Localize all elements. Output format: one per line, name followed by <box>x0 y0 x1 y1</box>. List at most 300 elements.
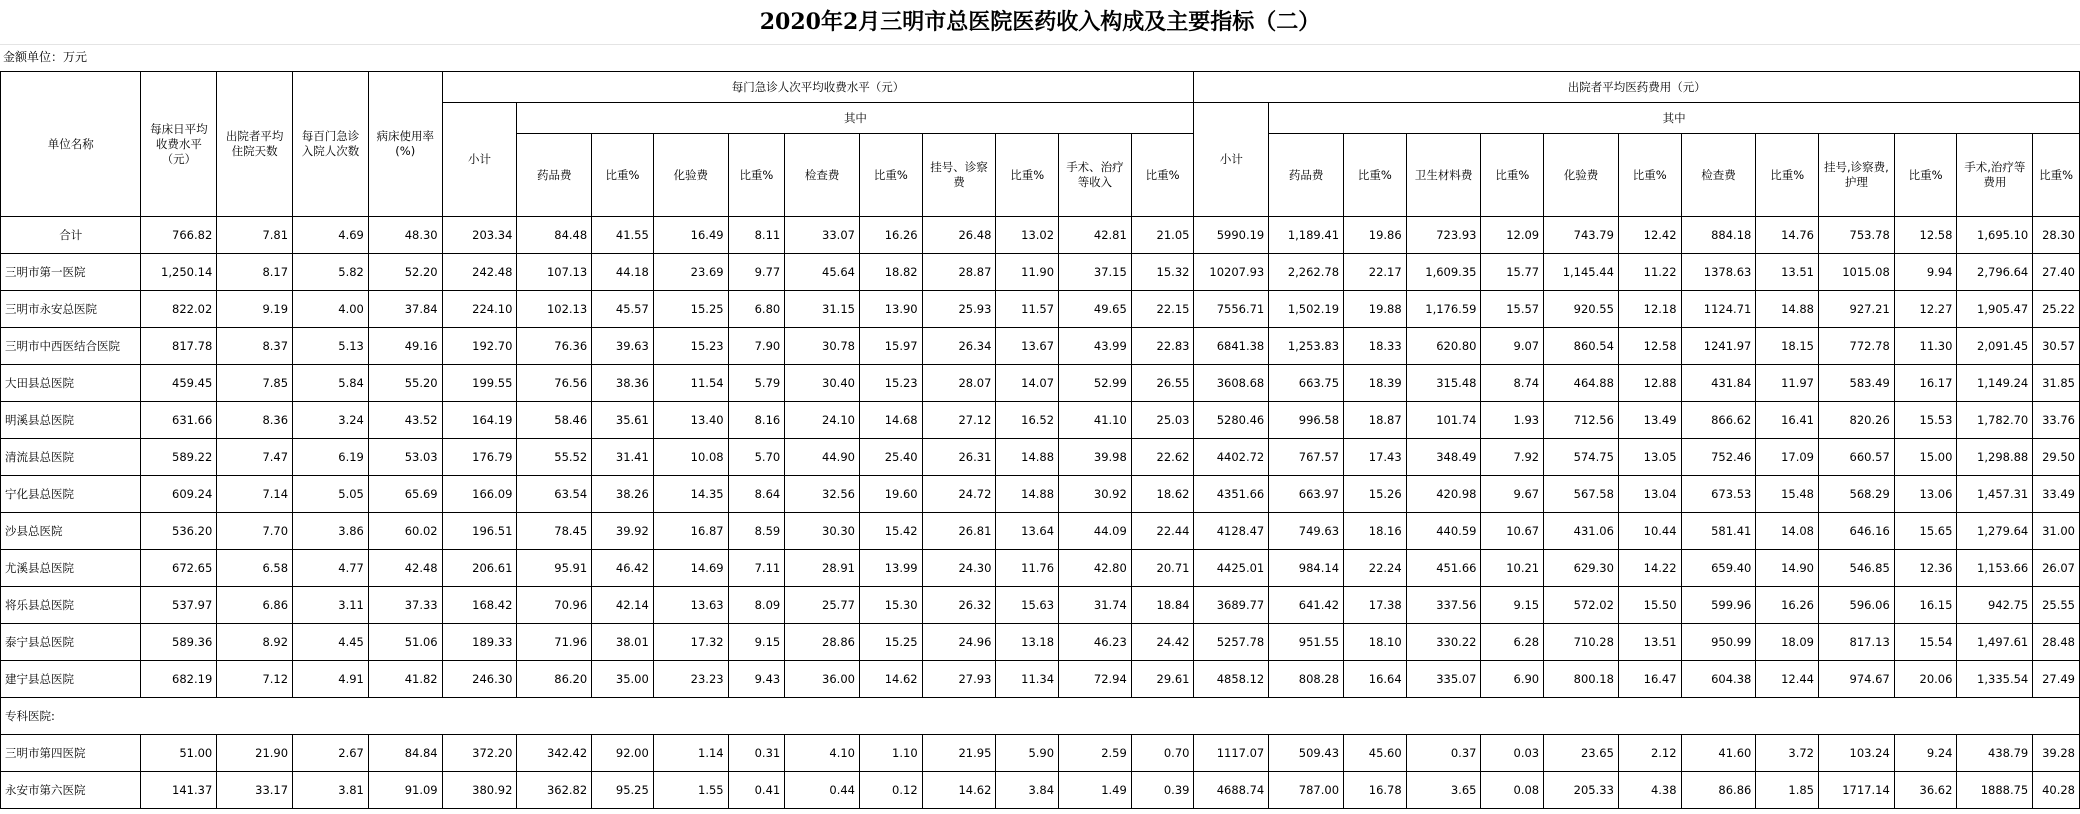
header-ipd-col: 化验费 <box>1544 134 1619 217</box>
table-cell: 15.50 <box>1618 587 1681 624</box>
table-cell: 335.07 <box>1406 661 1481 698</box>
table-cell: 27.49 <box>2033 661 2080 698</box>
table-cell: 1,502.19 <box>1269 291 1344 328</box>
table-cell: 8.59 <box>728 513 785 550</box>
table-cell: 3608.68 <box>1194 365 1269 402</box>
table-cell: 103.24 <box>1819 735 1895 772</box>
header-opd-group: 每门急诊人次平均收费水平（元） <box>442 72 1194 103</box>
table-cell: 348.49 <box>1406 439 1481 476</box>
table-cell: 13.64 <box>996 513 1059 550</box>
table-cell: 4858.12 <box>1194 661 1269 698</box>
table-cell: 1,279.64 <box>1957 513 2033 550</box>
table-cell: 5.82 <box>293 254 369 291</box>
header-opd-col: 比重% <box>592 134 654 217</box>
table-cell: 39.92 <box>592 513 654 550</box>
table-cell: 11.22 <box>1618 254 1681 291</box>
table-cell: 41.10 <box>1059 402 1132 439</box>
table-cell: 0.08 <box>1481 772 1544 809</box>
table-cell: 743.79 <box>1544 217 1619 254</box>
table-row <box>1 772 2080 809</box>
table-cell: 0.37 <box>1406 735 1481 772</box>
table-cell: 1378.63 <box>1681 254 1756 291</box>
header-ipd-col: 比重% <box>1894 134 1957 217</box>
table-cell: 15.97 <box>859 328 922 365</box>
table-cell: 25.77 <box>785 587 860 624</box>
table-cell: 22.44 <box>1131 513 1194 550</box>
table-cell: 18.62 <box>1131 476 1194 513</box>
table-cell: 18.82 <box>859 254 922 291</box>
table-cell: 1.10 <box>859 735 922 772</box>
table-cell: 18.15 <box>1756 328 1819 365</box>
table-cell: 10.44 <box>1618 513 1681 550</box>
table-cell: 1117.07 <box>1194 735 1269 772</box>
table-cell: 14.07 <box>996 365 1059 402</box>
table-cell: 141.37 <box>141 772 217 809</box>
table-cell: 1,145.44 <box>1544 254 1619 291</box>
table-cell: 30.30 <box>785 513 860 550</box>
header-ipd-subtotal: 小计 <box>1194 103 1269 217</box>
table-cell: 7.11 <box>728 550 785 587</box>
table-cell: 7.90 <box>728 328 785 365</box>
table-cell: 17.43 <box>1344 439 1407 476</box>
table-cell: 787.00 <box>1269 772 1344 809</box>
table-cell: 609.24 <box>141 476 217 513</box>
table-cell: 76.56 <box>517 365 592 402</box>
table-cell: 15.57 <box>1481 291 1544 328</box>
table-cell: 380.92 <box>442 772 517 809</box>
table-cell: 37.33 <box>368 587 442 624</box>
row-unit-name: 大田县总医院 <box>1 365 141 402</box>
header-opd-subtotal: 小计 <box>442 103 517 217</box>
table-cell: 8.37 <box>217 328 293 365</box>
table-cell: 4688.74 <box>1194 772 1269 809</box>
table-cell: 7.85 <box>217 365 293 402</box>
table-cell: 0.44 <box>785 772 860 809</box>
row-unit-name: 三明市第一医院 <box>1 254 141 291</box>
table-cell: 860.54 <box>1544 328 1619 365</box>
table-cell: 18.39 <box>1344 365 1407 402</box>
table-cell: 242.48 <box>442 254 517 291</box>
table-cell: 44.09 <box>1059 513 1132 550</box>
table-cell: 1,905.47 <box>1957 291 2033 328</box>
table-cell: 224.10 <box>442 291 517 328</box>
table-cell: 168.42 <box>442 587 517 624</box>
table-cell: 29.61 <box>1131 661 1194 698</box>
divider <box>0 44 2080 45</box>
table-cell: 30.40 <box>785 365 860 402</box>
table-cell: 984.14 <box>1269 550 1344 587</box>
table-cell: 28.48 <box>2033 624 2080 661</box>
table-cell: 35.00 <box>592 661 654 698</box>
table-cell: 3.65 <box>1406 772 1481 809</box>
table-cell: 42.14 <box>592 587 654 624</box>
row-unit-name: 合计 <box>1 217 141 254</box>
table-cell: 431.84 <box>1681 365 1756 402</box>
table-cell: 25.93 <box>922 291 996 328</box>
table-cell: 420.98 <box>1406 476 1481 513</box>
table-cell: 14.76 <box>1756 217 1819 254</box>
table-cell: 4.77 <box>293 550 369 587</box>
header-opd-col: 化验费 <box>653 134 728 217</box>
section-label: 专科医院: <box>1 698 141 735</box>
table-cell: 26.07 <box>2033 550 2080 587</box>
table-cell: 33.76 <box>2033 402 2080 439</box>
table-cell: 599.96 <box>1681 587 1756 624</box>
table-cell: 817.78 <box>141 328 217 365</box>
table-cell: 14.88 <box>996 476 1059 513</box>
table-cell: 71.96 <box>517 624 592 661</box>
table-cell: 8.74 <box>1481 365 1544 402</box>
table-cell: 25.22 <box>2033 291 2080 328</box>
table-cell: 18.33 <box>1344 328 1407 365</box>
table-cell: 808.28 <box>1269 661 1344 698</box>
table-cell: 567.58 <box>1544 476 1619 513</box>
table-cell: 1.14 <box>653 735 728 772</box>
table-cell: 196.51 <box>442 513 517 550</box>
table-cell: 767.57 <box>1269 439 1344 476</box>
table-cell: 3.11 <box>293 587 369 624</box>
table-cell: 2.59 <box>1059 735 1132 772</box>
row-unit-name: 三明市第四医院 <box>1 735 141 772</box>
header-opd-col: 比重% <box>996 134 1059 217</box>
header-bed-income: 每床日平均收费水平（元） <box>141 72 217 217</box>
table-cell: 26.34 <box>922 328 996 365</box>
header-opd-col: 检查费 <box>785 134 860 217</box>
table-cell: 451.66 <box>1406 550 1481 587</box>
table-cell: 23.65 <box>1544 735 1619 772</box>
header-opd-col: 比重% <box>728 134 785 217</box>
header-opd-col: 挂号、诊察费 <box>922 134 996 217</box>
table-cell: 189.33 <box>442 624 517 661</box>
table-cell: 581.41 <box>1681 513 1756 550</box>
table-cell: 11.76 <box>996 550 1059 587</box>
table-cell: 206.61 <box>442 550 517 587</box>
table-cell: 15.42 <box>859 513 922 550</box>
table-cell: 49.16 <box>368 328 442 365</box>
table-cell: 19.60 <box>859 476 922 513</box>
table-cell: 8.11 <box>728 217 785 254</box>
table-cell: 23.69 <box>653 254 728 291</box>
table-cell: 28.07 <box>922 365 996 402</box>
table-cell: 26.31 <box>922 439 996 476</box>
row-unit-name: 三明市永安总医院 <box>1 291 141 328</box>
table-cell: 5280.46 <box>1194 402 1269 439</box>
table-cell: 2.12 <box>1618 735 1681 772</box>
table-cell: 663.75 <box>1269 365 1344 402</box>
table-cell: 6.86 <box>217 587 293 624</box>
row-unit-name: 清流县总医院 <box>1 439 141 476</box>
header-ipd-col: 比重% <box>1756 134 1819 217</box>
table-cell: 8.92 <box>217 624 293 661</box>
table-cell: 440.59 <box>1406 513 1481 550</box>
table-cell: 10.08 <box>653 439 728 476</box>
table-cell: 41.82 <box>368 661 442 698</box>
table-cell: 26.32 <box>922 587 996 624</box>
table-cell: 13.63 <box>653 587 728 624</box>
table-row <box>1 291 2080 328</box>
table-cell: 16.17 <box>1894 365 1957 402</box>
table-cell: 31.85 <box>2033 365 2080 402</box>
header-ipd-col: 比重% <box>1618 134 1681 217</box>
table-cell: 37.15 <box>1059 254 1132 291</box>
table-cell: 51.00 <box>141 735 217 772</box>
table-cell: 60.02 <box>368 513 442 550</box>
table-cell: 31.00 <box>2033 513 2080 550</box>
table-cell: 199.55 <box>442 365 517 402</box>
table-cell: 1,189.41 <box>1269 217 1344 254</box>
table-cell: 16.78 <box>1344 772 1407 809</box>
table-cell: 42.81 <box>1059 217 1132 254</box>
table-cell: 24.72 <box>922 476 996 513</box>
table-row <box>1 550 2080 587</box>
table-cell: 13.04 <box>1618 476 1681 513</box>
header-ipd-col: 比重% <box>1344 134 1407 217</box>
table-cell: 32.56 <box>785 476 860 513</box>
table-cell: 4425.01 <box>1194 550 1269 587</box>
table-cell: 13.06 <box>1894 476 1957 513</box>
table-cell: 1,497.61 <box>1957 624 2033 661</box>
table-cell: 1124.71 <box>1681 291 1756 328</box>
table-cell: 46.42 <box>592 550 654 587</box>
table-row <box>1 217 2080 254</box>
table-cell: 27.12 <box>922 402 996 439</box>
table-cell: 15.53 <box>1894 402 1957 439</box>
table-cell: 102.13 <box>517 291 592 328</box>
table-cell: 1717.14 <box>1819 772 1895 809</box>
table-cell: 16.52 <box>996 402 1059 439</box>
table-cell: 11.97 <box>1756 365 1819 402</box>
row-unit-name: 将乐县总医院 <box>1 587 141 624</box>
table-cell: 22.17 <box>1344 254 1407 291</box>
table-cell: 24.42 <box>1131 624 1194 661</box>
table-cell: 31.74 <box>1059 587 1132 624</box>
row-unit-name: 尤溪县总医院 <box>1 550 141 587</box>
table-row <box>1 735 2080 772</box>
table-cell: 4351.66 <box>1194 476 1269 513</box>
table-cell: 9.07 <box>1481 328 1544 365</box>
table-cell: 927.21 <box>1819 291 1895 328</box>
table-cell: 604.38 <box>1681 661 1756 698</box>
table-cell: 164.19 <box>442 402 517 439</box>
table-cell: 22.15 <box>1131 291 1194 328</box>
table-cell: 20.71 <box>1131 550 1194 587</box>
table-cell: 55.20 <box>368 365 442 402</box>
table-cell: 631.66 <box>141 402 217 439</box>
row-unit-name: 宁化县总医院 <box>1 476 141 513</box>
table-cell: 753.78 <box>1819 217 1895 254</box>
table-cell: 13.51 <box>1618 624 1681 661</box>
table-cell: 884.18 <box>1681 217 1756 254</box>
table-cell: 3.81 <box>293 772 369 809</box>
row-unit-name: 三明市中西医结合医院 <box>1 328 141 365</box>
table-cell: 86.20 <box>517 661 592 698</box>
table-cell: 1,250.14 <box>141 254 217 291</box>
table-cell: 9.77 <box>728 254 785 291</box>
table-cell: 1.55 <box>653 772 728 809</box>
table-cell: 5.90 <box>996 735 1059 772</box>
table-cell: 6.90 <box>1481 661 1544 698</box>
table-cell: 12.58 <box>1618 328 1681 365</box>
table-cell: 362.82 <box>517 772 592 809</box>
header-ipd-group: 出院者平均医药费用（元） <box>1194 72 2080 103</box>
table-cell: 2.67 <box>293 735 369 772</box>
table-row <box>1 587 2080 624</box>
header-ipd-col: 比重% <box>2033 134 2080 217</box>
table-cell: 166.09 <box>442 476 517 513</box>
table-cell: 342.42 <box>517 735 592 772</box>
table-cell: 8.16 <box>728 402 785 439</box>
table-cell: 8.64 <box>728 476 785 513</box>
table-cell: 820.26 <box>1819 402 1895 439</box>
table-cell: 15.25 <box>653 291 728 328</box>
table-cell: 205.33 <box>1544 772 1619 809</box>
table-row <box>1 439 2080 476</box>
table-cell: 9.94 <box>1894 254 1957 291</box>
table-cell: 15.63 <box>996 587 1059 624</box>
data-table <box>0 71 2080 809</box>
table-cell: 13.67 <box>996 328 1059 365</box>
table-cell: 12.58 <box>1894 217 1957 254</box>
table-cell: 10207.93 <box>1194 254 1269 291</box>
table-cell: 33.07 <box>785 217 860 254</box>
table-cell: 589.36 <box>141 624 217 661</box>
table-cell: 9.43 <box>728 661 785 698</box>
table-cell: 996.58 <box>1269 402 1344 439</box>
table-cell: 7.81 <box>217 217 293 254</box>
table-cell: 9.19 <box>217 291 293 328</box>
table-cell: 4.91 <box>293 661 369 698</box>
table-cell: 15.30 <box>859 587 922 624</box>
table-cell: 12.44 <box>1756 661 1819 698</box>
table-cell: 16.64 <box>1344 661 1407 698</box>
table-cell: 646.16 <box>1819 513 1895 550</box>
table-cell: 0.31 <box>728 735 785 772</box>
table-cell: 53.03 <box>368 439 442 476</box>
table-cell: 40.28 <box>2033 772 2080 809</box>
table-cell: 21.05 <box>1131 217 1194 254</box>
table-cell: 18.16 <box>1344 513 1407 550</box>
table-cell: 101.74 <box>1406 402 1481 439</box>
table-cell: 13.90 <box>859 291 922 328</box>
table-cell: 49.65 <box>1059 291 1132 328</box>
table-cell: 1,253.83 <box>1269 328 1344 365</box>
table-cell: 4.45 <box>293 624 369 661</box>
table-cell: 772.78 <box>1819 328 1895 365</box>
table-cell: 38.26 <box>592 476 654 513</box>
table-cell: 21.90 <box>217 735 293 772</box>
row-unit-name: 明溪县总医院 <box>1 402 141 439</box>
table-cell: 6.19 <box>293 439 369 476</box>
table-cell: 5.79 <box>728 365 785 402</box>
table-cell: 509.43 <box>1269 735 1344 772</box>
header-ipd-among: 其中 <box>1269 103 2080 134</box>
table-cell: 65.69 <box>368 476 442 513</box>
table-cell: 1.85 <box>1756 772 1819 809</box>
table-cell: 41.55 <box>592 217 654 254</box>
table-cell: 24.96 <box>922 624 996 661</box>
table-cell: 942.75 <box>1957 587 2033 624</box>
table-cell: 70.96 <box>517 587 592 624</box>
header-admit-per100: 每百门急诊入院人次数 <box>293 72 369 217</box>
table-cell: 5.70 <box>728 439 785 476</box>
table-cell: 330.22 <box>1406 624 1481 661</box>
table-cell: 29.50 <box>2033 439 2080 476</box>
table-cell: 58.46 <box>517 402 592 439</box>
table-cell: 596.06 <box>1819 587 1895 624</box>
table-cell: 4.38 <box>1618 772 1681 809</box>
header-opd-among: 其中 <box>517 103 1194 134</box>
table-cell: 7.47 <box>217 439 293 476</box>
table-cell: 17.32 <box>653 624 728 661</box>
table-cell: 38.01 <box>592 624 654 661</box>
table-cell: 36.00 <box>785 661 860 698</box>
table-cell: 5.13 <box>293 328 369 365</box>
table-cell: 10.21 <box>1481 550 1544 587</box>
table-cell: 25.03 <box>1131 402 1194 439</box>
table-cell: 0.41 <box>728 772 785 809</box>
table-cell: 15.25 <box>859 624 922 661</box>
table-cell: 52.20 <box>368 254 442 291</box>
table-cell: 63.54 <box>517 476 592 513</box>
section-row <box>1 698 2080 735</box>
table-cell: 25.55 <box>2033 587 2080 624</box>
table-cell: 1,609.35 <box>1406 254 1481 291</box>
table-cell: 537.97 <box>141 587 217 624</box>
table-cell: 372.20 <box>442 735 517 772</box>
table-cell: 92.00 <box>592 735 654 772</box>
table-cell: 28.87 <box>922 254 996 291</box>
table-cell: 1,176.59 <box>1406 291 1481 328</box>
table-cell: 72.94 <box>1059 661 1132 698</box>
table-cell: 43.52 <box>368 402 442 439</box>
table-cell: 16.87 <box>653 513 728 550</box>
table-cell: 15.32 <box>1131 254 1194 291</box>
table-cell: 42.80 <box>1059 550 1132 587</box>
table-cell: 974.67 <box>1819 661 1895 698</box>
table-cell: 25.40 <box>859 439 922 476</box>
table-cell: 27.93 <box>922 661 996 698</box>
table-cell: 6.58 <box>217 550 293 587</box>
table-cell: 7.12 <box>217 661 293 698</box>
table-cell: 817.13 <box>1819 624 1895 661</box>
table-cell: 7.70 <box>217 513 293 550</box>
header-opd-col: 药品费 <box>517 134 592 217</box>
table-cell: 26.48 <box>922 217 996 254</box>
table-cell: 15.23 <box>859 365 922 402</box>
table-cell: 9.24 <box>1894 735 1957 772</box>
table-cell: 583.49 <box>1819 365 1895 402</box>
table-cell: 5990.19 <box>1194 217 1269 254</box>
table-cell: 21.95 <box>922 735 996 772</box>
table-cell: 951.55 <box>1269 624 1344 661</box>
table-cell: 15.23 <box>653 328 728 365</box>
table-cell: 6.80 <box>728 291 785 328</box>
header-ipd-col: 卫生材料费 <box>1406 134 1481 217</box>
table-cell: 37.84 <box>368 291 442 328</box>
table-cell: 15.65 <box>1894 513 1957 550</box>
table-cell: 3.72 <box>1756 735 1819 772</box>
table-cell: 43.99 <box>1059 328 1132 365</box>
table-cell: 76.36 <box>517 328 592 365</box>
table-cell: 45.64 <box>785 254 860 291</box>
table-cell: 13.49 <box>1618 402 1681 439</box>
table-cell: 16.47 <box>1618 661 1681 698</box>
unit-label: 金额单位：万元 <box>3 50 88 64</box>
table-cell: 95.91 <box>517 550 592 587</box>
table-cell: 19.86 <box>1344 217 1407 254</box>
table-cell: 33.49 <box>2033 476 2080 513</box>
table-cell: 26.55 <box>1131 365 1194 402</box>
